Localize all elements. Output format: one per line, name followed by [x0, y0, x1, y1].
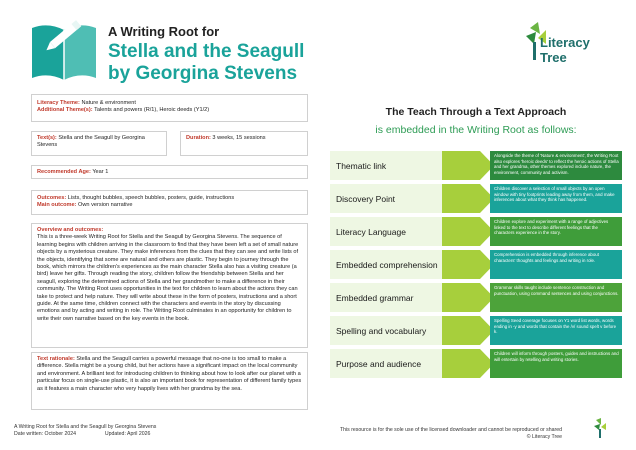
approach-row-arrow — [442, 349, 494, 378]
book-author: by Georgina Stevens — [108, 63, 298, 84]
rationale-text: Stella and the Seagull carries a powerful message that no-one is too small to make a difference. Stella might be a young child, but her actions have a significant impact on the local community and environment. A brilliant text for introducing children to thinking about how to look after our planet with a particular focus on single-use plastic, it is also an important book for representation of different family types as it features a main character who very happily lives with her grandma by the sea. — [37, 356, 302, 392]
overview-box: Overview and outcomes: This is a three-week Writing Root for Stella and the Seagull by Georgina Stevens. The sequence of learning begins with children arriving in the classroom to find that they have been left a set of small nature objects by a mysterious creature. They make inferences from the clues that they can see and write lists of the objects, identifying that some are natural and others are plastic. They begin to journey through the book, which mirrors the children's experiences as the main character Stella also has a visiting creature (a bird) leave her gifts. Through reading the story, children follow the friendship between Stella and her seagull, exploring the determined actions of Stella and her grandmother to make a difference in their community. The Writing Root uses opportunities in the text for children to learn about the actions they can take to protect and help nature. They will write about these in the form of posters, instructions and a short guide. At the same time, children connect with the characters and events in the story by discussing emotions and by acting and writing in role. The Writing Root culminates in an opportunity for children to write their own narrative based on the key events in the book. — [31, 223, 308, 348]
approach-row — [330, 316, 622, 345]
rationale-box: Text rationale: Stella and the Seagull carries a powerful message that no-one is too small to make a difference. Stella might be a young child, but her actions have a significant impact on the local community and environment. A brilliant text for introducing children to thinking about how to look after our planet with a particular focus on single-use plastic, it is also an important book for representation of different family types as it features a main character who very happily lives with her grandma by the sea. — [31, 352, 308, 410]
logo-text: Literacy Tree — [540, 35, 590, 65]
age-box: Recommended Age: Year 1 — [31, 165, 308, 179]
approach-row-arrow — [442, 316, 494, 345]
outcomes-box: Outcomes: Lists, thought bubbles, speech bubbles, posters, guide, instructions Main outcome: Own version narrative — [31, 190, 308, 215]
approach-row-description: Children will inform through posters, guides and instructions and will entertain by retelling and writing stories. — [490, 349, 622, 378]
approach-row-label: Spelling and vocabulary — [330, 316, 478, 345]
approach-row-label: Discovery Point — [330, 184, 478, 213]
approach-row-arrow — [442, 151, 494, 180]
approach-row-arrow — [442, 250, 494, 279]
footer-tree-icon — [592, 418, 608, 438]
approach-row-description: Alongside the theme of 'Nature & environment', the Writing Root also explores 'heroic deeds' to reflect the heroic actions of Stella and her grandma, other themes explored include nature, the environment, community and activism. — [490, 151, 622, 180]
approach-row-label: Embedded grammar — [330, 283, 478, 312]
approach-row — [330, 283, 622, 312]
approach-row-arrow — [442, 283, 494, 312]
approach-row-description: Grammar skills taught include sentence construction and punctuation, using command sentences and using conjunctions. — [490, 283, 622, 312]
approach-row — [330, 184, 622, 213]
approach-title: The Teach Through a Text Approach — [385, 106, 567, 118]
approach-row-description: Children explore and experiment with a range of adjectives linked to the text to describe different feelings that the characters experience in the story. — [490, 217, 622, 246]
approach-subtitle: is embedded in the Writing Root as follows: — [375, 124, 577, 136]
approach-row — [330, 349, 622, 378]
approach-row-description: Children discover a selection of small objects by an open window with tiny footprints leading away from them, and make inferences about what they think has happened. — [490, 184, 622, 213]
approach-row-label: Purpose and audience — [330, 349, 478, 378]
approach-row-label: Thematic link — [330, 151, 478, 180]
texts-box: Text(s): Stella and the Seagull by Georgina Stevens — [31, 131, 167, 156]
overview-text: This is a three-week Writing Root for Stella and the Seagull by Georgina Stevens. The sequence of learning begins with children arriving in the classroom to find that they have been left a set of small nature objects by a mysterious creature. They make inferences from the clues that they can see and write lists of the objects, identifying that some are natural and others are plastic. They begin to journey through the book, which mirrors the children's experiences as the main character Stella also has a visiting creature (a bird) leave her gifts. Through reading the story, children follow the friendship between Stella and her seagull, exploring the determined actions of Stella and her grandmother to make a difference in their community. The Writing Root uses opportunities in the text for children to learn about the actions they can take to protect and help nature. They will write about these in the form of posters, instructions and a short guide. At the same time, children connect with the characters and events in the story by discussing emotions and by acting and writing in role. The Writing Root culminates in an opportunity for children to write their own narrative based on the key events in the book. — [37, 234, 299, 322]
approach-row-label: Embedded comprehension — [330, 250, 478, 279]
approach-row-arrow — [442, 184, 494, 213]
footer-left: A Writing Root for Stella and the Seagull by Georgina Stevens Date written: October 2024 Updated: April 2026 — [14, 424, 157, 437]
approach-row-label: Literacy Language — [330, 217, 478, 246]
approach-row — [330, 217, 622, 246]
footer-right: This resource is for the sole use of the licensed downloader and cannot be reproduced or shared © Literacy Tree — [339, 427, 562, 440]
theme-box: Literacy Theme: Nature & environment Additional Theme(s): Talents and powers (R/1), Heroic deeds (Y1/2) — [31, 94, 308, 122]
approach-row — [330, 151, 622, 180]
title-block — [108, 24, 408, 85]
approach-row-description: Spelling Seed coverage focuses on Y1 word list words, words ending in -y and words that contain the /v/ sound spelt v before k. — [490, 316, 622, 345]
open-book-pencil-icon — [28, 14, 100, 86]
approach-row-arrow — [442, 217, 494, 246]
duration-box: Duration: 3 weeks, 15 sessions — [180, 131, 308, 156]
pre-title: A Writing Root for — [108, 24, 220, 39]
book-title: Stella and the Seagull — [108, 41, 305, 62]
approach-row-description: Comprehension is embedded through inference about characters' thoughts and feelings and writing in role. — [490, 250, 622, 279]
approach-heading — [330, 106, 622, 136]
approach-list — [330, 151, 622, 381]
approach-row — [330, 250, 622, 279]
